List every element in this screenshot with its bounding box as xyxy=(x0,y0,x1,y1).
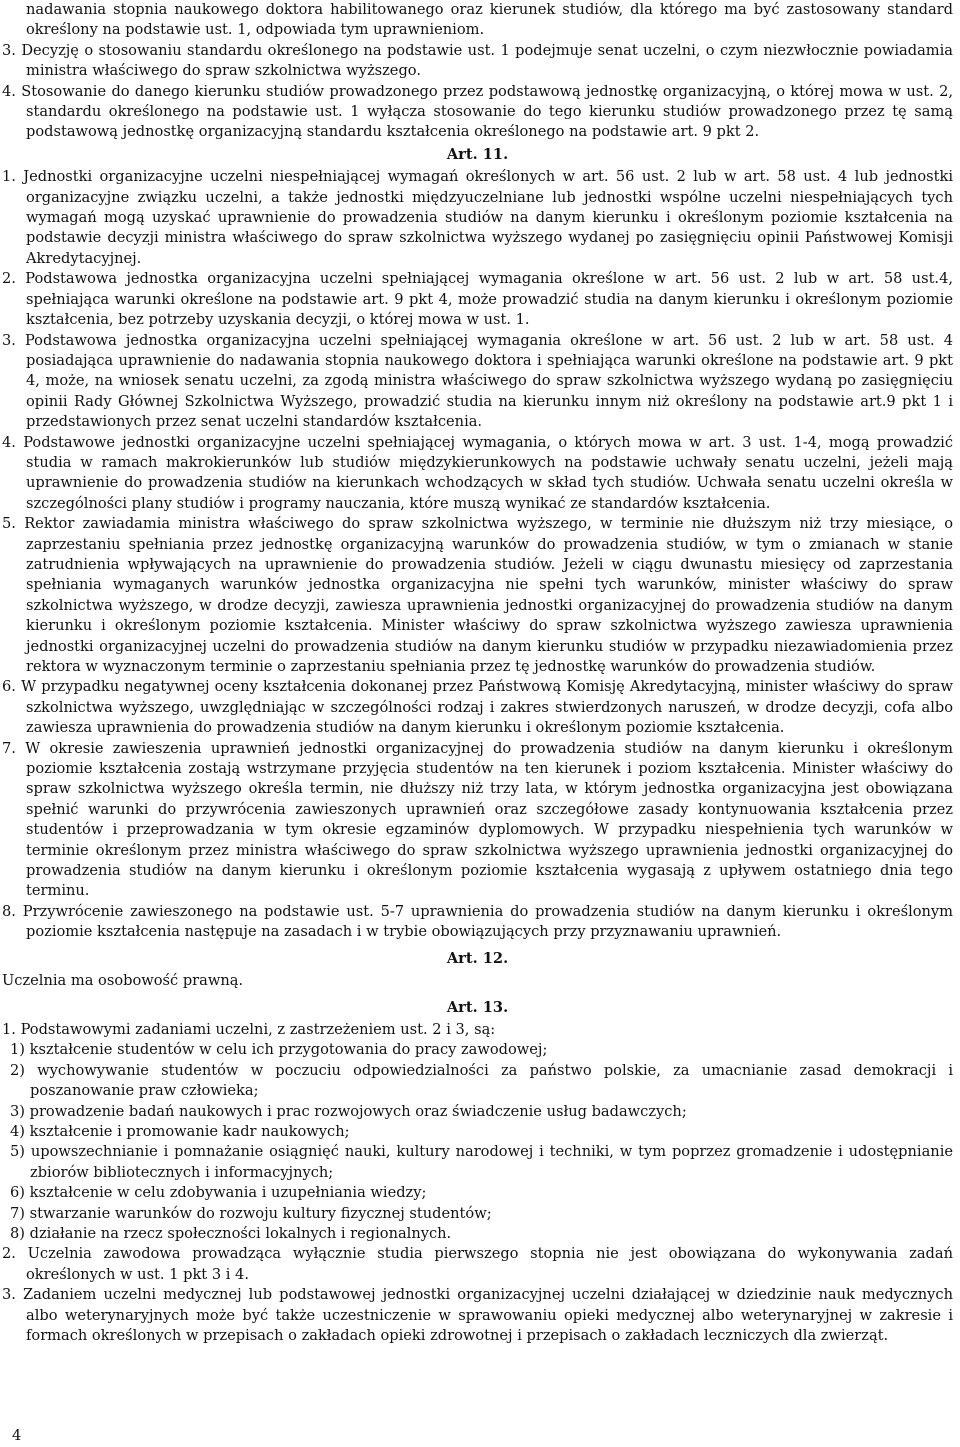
art13-paragraph-2: 2. Uczelnia zawodowa prowadząca wyłącznie studia pierwszego stopnia nie jest obowiązana do wykonywania zadań określonych w ust. 1 pkt 3 i 4. xyxy=(2,1245,953,1283)
art13-item-8: 8) działanie na rzecz społeczności lokalnych i regionalnych. xyxy=(10,1224,452,1242)
art11-paragraph-2: 2. Podstawowa jednostka organizacyjna uczelni spełniającej wymagania określone w art. 56 ust. 2 lub w art. 58 ust.4, spełniająca warunki określone na podstawie art. 9 pkt 4, może prowadzić studia na danym kierunku i określonym poziomie kształcenia, bez potrzeby uzyskania decyzji, o której mowa w ust. 1. xyxy=(2,270,953,329)
continuation-paragraph: nadawania stopnia naukowego doktora habilitowanego oraz kierunek studiów, dla którego ma być zastosowany standard określony na podstawie ust. 1, odpowiada tym uprawnieniom. xyxy=(26,1,953,39)
page-number: 4 xyxy=(12,1427,22,1444)
art11-paragraph-3: 3. Podstawowa jednostka organizacyjna uczelni spełniającej wymagania określone w art. 56 ust. 2 lub w art. 58 ust. 4 posiadająca uprawnienie do nadawania stopnia naukowego doktora i spełniająca warunki określone na podstawie art. 9 pkt 4, może, na wniosek senatu uczelni, za zgodą ministra właściwego do spraw szkolnictwa wyższego wydaną po zasięgnięciu opinii Rady Głównej Szkolnictwa Wyższego, prowadzić studia na kierunku innym niż określony na podstawie art.9 pkt 1 i przedstawionych przez senat uczelni standardów kształcenia. xyxy=(2,331,953,431)
article-13-title: Art. 13. xyxy=(446,998,509,1016)
art13-item-2: 2) wychowywanie studentów w poczuciu odpowiedzialności za państwo polskie, za umacnianie zasad demokracji i poszanowanie praw człowieka; xyxy=(10,1061,953,1100)
art13-item-7: 7) stwarzanie warunków do rozwoju kultury fizycznej studentów; xyxy=(10,1204,492,1222)
paragraph-art10-4: 4. Stosowanie do danego kierunku studiów prowadzonego przez podstawową jednostkę organizacyjną, o której mowa w ust. 2, standardu określonego na podstawie ust. 1 wyłącza stosowanie do tego kierunku studiów prowadzonego przez tę samą podstawową jednostkę organizacyjną standardu kształcenia określonego na podstawie art. 9 pkt 2. xyxy=(2,82,953,141)
art13-item-4: 4) kształcenie i promowanie kadr naukowych; xyxy=(10,1122,350,1140)
article-11-title: Art. 11. xyxy=(446,145,509,163)
art13-paragraph-3: 3. Zadaniem uczelni medycznej lub podstawowej jednostki organizacyjnej uczelni działającej w dziedzinie nauk medycznych albo weterynaryjnych może być także uczestniczenie w sprawowaniu opieki medycznej albo weterynaryjnej w zakresie i formach określonych w przepisach o zakładach opieki zdrowotnej i przepisach o zakładach leczniczych dla zwierząt. xyxy=(2,1286,953,1344)
art13-item-3: 3) prowadzenie badań naukowych i prac rozwojowych oraz świadczenie usług badawczych; xyxy=(10,1102,687,1120)
art13-item-1: 1) kształcenie studentów w celu ich przygotowania do pracy zawodowej; xyxy=(10,1041,548,1059)
paragraph-art10-3: 3. Decyzję o stosowaniu standardu określonego na podstawie ust. 1 podejmuje senat uczelni, o czym niezwłocznie powiadamia ministra właściwego do spraw szkolnictwa wyższego. xyxy=(2,41,953,80)
article-12-title: Art. 12. xyxy=(446,949,509,967)
art11-paragraph-1: 1. Jednostki organizacyjne uczelni niespełniającej wymagań określonych w art. 56 ust. 2 lub w art. 58 ust. 4 lub jednostki organizacyjne związku uczelni, a także jednostki międzyuczelniane lub jednostki wspólne uczelni niespełniających tych wymagań mogą uzyskać uprawnienie do prowadzenia studiów na danym kierunku i określonym poziomie kształcenia na podstawie decyzji ministra właściwego do spraw szkolnictwa wyższego wydanej po zasięgnięciu opinii Państwowej Komisji Akredytacyjnej. xyxy=(2,168,953,267)
art11-paragraph-4: 4. Podstawowe jednostki organizacyjne uczelni spełniającej wymagania, o których mowa w art. 3 ust. 1-4, mogą prowadzić studia w ramach makrokierunków lub studiów międzykierunkowych na podstawie uchwały senatu uczelni, jeżeli mają uprawnienie do prowadzenia studiów na kierunkach wchodzących w skład tych studiów. Uchwała senatu uczelni określa w szczególności plany studiów i programy nauczania, które muszą wynikać ze standardów kształcenia. xyxy=(2,433,953,512)
art13-item-5: 5) upowszechnianie i pomnażanie osiągnięć nauki, kultury narodowej i techniki, w tym poprzez gromadzenie i udostępnianie zbiorów bibliotecznych i informacyjnych; xyxy=(10,1143,953,1181)
art11-paragraph-6: 6. W przypadku negatywnej oceny kształcenia dokonanej przez Państwową Komisję Akredytacyjną, minister właściwy do spraw szkolnictwa wyższego, uwzględniając w szczególności rodzaj i zakres stwierdzonych naruszeń, w drodze decyzji, cofa albo zawiesza uprawnienia do prowadzenia studiów na danym kierunku i określonym poziomie kształcenia. xyxy=(2,678,953,737)
art13-item-6: 6) kształcenie w celu zdobywania i uzupełniania wiedzy; xyxy=(10,1184,427,1202)
art11-paragraph-7: 7. W okresie zawieszenia uprawnień jednostki organizacyjnej do prowadzenia studiów na danym kierunku i określonym poziomie kształcenia zostają wstrzymane przyjęcia studentów na ten kierunek i poziom kształcenia. Minister właściwy do spraw szkolnictwa wyższego określa termin, nie dłuższy niż trzy lata, w którym jednostka organizacyjna jest obowiązana spełnić warunki do przywrócenia zawieszonych uprawnień oraz szczegółowe zasady kontynuowania kształcenia przez studentów i przeprowadzania w tym okresie egzaminów dyplomowych. W przypadku niespełnienia tych warunków w terminie określonym przez ministra właściwego do spraw szkolnictwa wyższego uprawnienia jednostki organizacyjnej do prowadzenia studiów na danym kierunku i określonym poziomie kształcenia wygasają z upływem ostatniego dnia tego terminu. xyxy=(2,739,953,900)
art11-paragraph-5: 5. Rektor zawiadamia ministra właściwego do spraw szkolnictwa wyższego, w terminie nie dłuższym niż trzy miesiące, o zaprzestaniu spełniania przez jednostkę organizacyjną warunków do prowadzenia studiów, w tym o zmianach w stanie zatrudnienia wpływających na uprawnienie do prowadzenia studiów. Jeżeli w ciągu dwunastu miesięcy od zaprzestania spełniania wymaganych warunków jednostka organizacyjna nie spełni tych warunków, minister właściwy do spraw szkolnictwa wyższego, w drodze decyzji, zawiesza uprawnienia jednostki organizacyjnej do prowadzenia studiów na danym kierunku i określonym poziomie kształcenia. Minister właściwy do spraw szkolnictwa wyższego zawiesza uprawnienia jednostki organizacyjnej uczelni do prowadzenia studiów na danym kierunku studiów w przypadku niezawiadomienia przez rektora w wyznaczonym terminie o zaprzestaniu spełniania przez tę jednostkę warunków do prowadzenia studiów. xyxy=(2,515,953,675)
art13-intro: 1. Podstawowymi zadaniami uczelni, z zastrzeżeniem ust. 2 i 3, są: xyxy=(2,1020,496,1038)
art12-text: Uczelnia ma osobowość prawną. xyxy=(2,972,244,990)
art11-paragraph-8: 8. Przywrócenie zawieszonego na podstawie ust. 5-7 uprawnienia do prowadzenia studiów na danym kierunku i określonym poziomie kształcenia następuje na zasadach i w trybie obowiązujących przy przyznawaniu uprawnień. xyxy=(2,902,953,941)
